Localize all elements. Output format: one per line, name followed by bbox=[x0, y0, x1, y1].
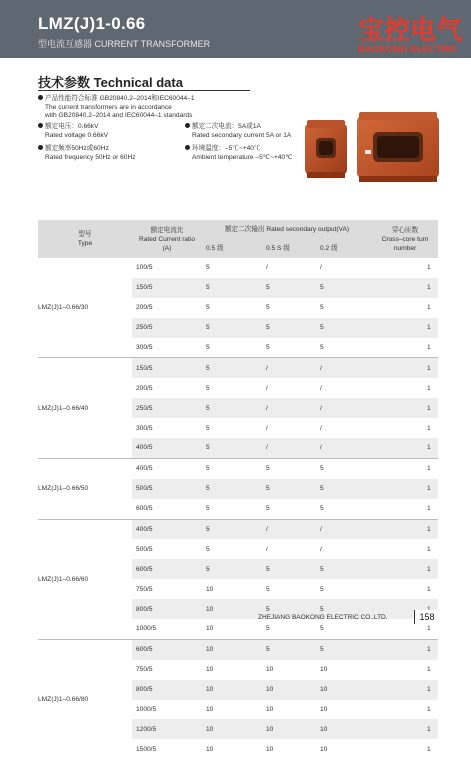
turns-cell: 1 bbox=[372, 479, 438, 499]
class05-cell: 5 bbox=[202, 519, 262, 539]
class02-cell: 5 bbox=[316, 458, 372, 478]
class05-cell: 5 bbox=[206, 264, 210, 272]
turns-cell: 1 bbox=[427, 344, 431, 351]
turns-cell: 1 bbox=[372, 438, 438, 458]
class05-cell: 5 bbox=[206, 304, 210, 312]
spec-voltage bbox=[38, 123, 108, 140]
turns-cell: 1 bbox=[372, 318, 438, 338]
header-type-cn: 型号 bbox=[78, 231, 92, 238]
table-body bbox=[38, 258, 438, 759]
class02-cell: / bbox=[320, 384, 322, 392]
class02-cell: 5 bbox=[316, 599, 372, 619]
class05s-cell: 5 bbox=[262, 458, 316, 478]
ratio-cell: 1000/5 bbox=[136, 625, 157, 633]
class05-cell: 5 bbox=[202, 559, 262, 579]
class05-cell: 5 bbox=[202, 358, 262, 378]
turns-cell: 1 bbox=[427, 304, 431, 312]
brand-logo-cn: 宝控电气 bbox=[358, 16, 463, 46]
class05s-cell: 10 bbox=[266, 666, 274, 674]
class02-cell: 5 bbox=[316, 559, 372, 579]
class02-cell: 5 bbox=[320, 505, 324, 513]
spec-standard-cn: 产品性能符合标准 GB20840.2–2014和IEC60044–1 bbox=[45, 95, 195, 102]
table-row bbox=[38, 639, 438, 659]
class05-cell: 10 bbox=[206, 625, 214, 633]
product-title: LMZ(J)1-0.66 bbox=[38, 14, 146, 33]
ratio-cell: 1000/5 bbox=[136, 706, 157, 714]
type-cell: LMZ(J)1–0.66/60 bbox=[38, 519, 132, 639]
class02-cell: 10 bbox=[320, 745, 328, 753]
bullet-icon bbox=[185, 123, 190, 128]
turns-cell: 1 bbox=[427, 424, 431, 432]
spec-secondary-en: Rated secondary current 5A or 1A bbox=[192, 131, 292, 139]
large-transformer bbox=[357, 112, 439, 182]
header-turns-cn: 穿心匝数 bbox=[391, 226, 419, 234]
ratio-cell: 300/5 bbox=[136, 344, 153, 351]
header-type-en: Type bbox=[77, 240, 93, 247]
class05-cell: 5 bbox=[206, 505, 210, 513]
class02-cell: 5 bbox=[320, 304, 324, 312]
class05-cell: 5 bbox=[206, 545, 210, 553]
bullet-icon bbox=[185, 145, 190, 150]
class05-cell: 5 bbox=[206, 344, 210, 351]
header-turns-en: Cross–core turn number bbox=[381, 235, 429, 252]
class05-cell: 10 bbox=[206, 745, 214, 753]
ratio-cell: 200/5 bbox=[136, 304, 153, 312]
class05-cell: 5 bbox=[202, 438, 262, 458]
class05-cell: 5 bbox=[202, 398, 262, 418]
class02-cell: 5 bbox=[320, 585, 324, 593]
spec-secondary-cn: 额定二次电流：5A或1A bbox=[192, 123, 261, 130]
class05s-cell: / bbox=[262, 438, 316, 458]
spec-voltage-cn: 额定电压：0.66kV bbox=[45, 123, 99, 130]
class02-cell: 5 bbox=[316, 639, 372, 659]
header-ratio-en: Rated Current ratio bbox=[138, 235, 196, 243]
ratio-cell: 500/5 bbox=[136, 545, 153, 553]
class02-cell: 5 bbox=[316, 479, 372, 499]
turns-cell: 1 bbox=[427, 264, 431, 272]
header-type bbox=[38, 220, 132, 258]
turns-cell: 1 bbox=[427, 384, 431, 392]
class02-cell: 10 bbox=[320, 706, 328, 714]
header-class-05: 0.5 级 bbox=[202, 239, 262, 258]
class02-cell: / bbox=[320, 264, 322, 272]
section-underline bbox=[38, 90, 250, 91]
spec-frequency-cn: 额定频率50Hz或60Hz bbox=[45, 145, 109, 152]
header-class-05s: 0.5 S 级 bbox=[262, 239, 316, 258]
class05-cell: 5 bbox=[206, 384, 210, 392]
class02-cell: 10 bbox=[320, 666, 328, 674]
ratio-cell: 750/5 bbox=[136, 666, 153, 674]
turns-cell: 1 bbox=[372, 639, 438, 659]
class02-cell: 10 bbox=[316, 719, 372, 739]
product-photo-transformers bbox=[303, 110, 443, 190]
turns-cell: 1 bbox=[427, 666, 431, 674]
type-cell: LMZ(J)1–0.66/80 bbox=[38, 639, 132, 759]
class05s-cell: 5 bbox=[266, 304, 270, 312]
class02-cell: / bbox=[320, 424, 322, 432]
class05-cell: 10 bbox=[206, 585, 214, 593]
class05s-cell: 5 bbox=[262, 639, 316, 659]
ratio-cell: 300/5 bbox=[136, 424, 153, 432]
class05s-cell: 10 bbox=[262, 719, 316, 739]
class05s-cell: / bbox=[266, 545, 268, 553]
ratio-cell: 250/5 bbox=[132, 318, 202, 338]
header-ratio-cn: 额定电流比 bbox=[150, 226, 184, 234]
table-row bbox=[38, 258, 438, 278]
turns-cell: 1 bbox=[427, 505, 431, 513]
type-cell: LMZ(J)1–0.66/30 bbox=[38, 258, 132, 358]
turns-cell: 1 bbox=[372, 398, 438, 418]
ratio-cell: 150/5 bbox=[132, 358, 202, 378]
turns-cell: 1 bbox=[427, 585, 431, 593]
technical-data-table bbox=[38, 220, 438, 759]
class05-cell: 10 bbox=[202, 599, 262, 619]
class05s-cell: / bbox=[262, 519, 316, 539]
turns-cell: 1 bbox=[372, 278, 438, 298]
class05-cell: 10 bbox=[206, 706, 214, 714]
ratio-cell: 250/5 bbox=[132, 398, 202, 418]
spec-standard-en1: The current transformers are in accordance bbox=[45, 103, 172, 111]
type-cell: LMZ(J)1–0.66/40 bbox=[38, 358, 132, 458]
ratio-cell: 400/5 bbox=[132, 438, 202, 458]
class05-cell: 5 bbox=[202, 479, 262, 499]
class05s-cell: / bbox=[266, 424, 268, 432]
ratio-cell: 400/5 bbox=[132, 519, 202, 539]
class02-cell: 5 bbox=[320, 625, 324, 633]
bullet-icon bbox=[38, 95, 43, 100]
turns-cell: 1 bbox=[372, 358, 438, 378]
type-cell: LMZ(J)1–0.66/50 bbox=[38, 458, 132, 519]
class05-cell: 10 bbox=[202, 680, 262, 700]
class02-cell: 5 bbox=[316, 278, 372, 298]
header-class-02: 0.2 级 bbox=[316, 239, 372, 258]
spec-secondary bbox=[185, 123, 291, 140]
turns-cell: 1 bbox=[427, 625, 431, 633]
class05s-cell: 10 bbox=[262, 680, 316, 700]
class05s-cell: / bbox=[262, 398, 316, 418]
ratio-cell: 800/5 bbox=[132, 599, 202, 619]
table-row bbox=[38, 458, 438, 478]
turns-cell: 1 bbox=[372, 519, 438, 539]
class05s-cell: 5 bbox=[262, 318, 316, 338]
class05-cell: 10 bbox=[206, 666, 214, 674]
class05s-cell: 10 bbox=[266, 745, 274, 753]
ratio-cell: 150/5 bbox=[132, 278, 202, 298]
class05s-cell: 5 bbox=[266, 505, 270, 513]
header-output: 额定二次输出 Rated secondary output(VA) bbox=[202, 220, 372, 239]
class05-cell: 5 bbox=[206, 424, 210, 432]
bullet-icon bbox=[38, 123, 43, 128]
ratio-cell: 800/5 bbox=[132, 680, 202, 700]
header-ratio bbox=[132, 220, 202, 258]
product-subtitle: 型电流互感器 CURRENT TRANSFORMER bbox=[38, 39, 211, 49]
page-number: 158 bbox=[414, 610, 439, 624]
class05-cell: 5 bbox=[202, 278, 262, 298]
class02-cell: / bbox=[316, 398, 372, 418]
ratio-cell: 400/5 bbox=[132, 458, 202, 478]
ratio-cell: 100/5 bbox=[136, 264, 153, 272]
header-turns bbox=[372, 220, 438, 258]
class02-cell: 5 bbox=[320, 344, 324, 351]
spec-temperature-en: Ambient temperature –5℃~+40℃ bbox=[192, 153, 293, 161]
class05s-cell: 5 bbox=[262, 278, 316, 298]
turns-cell: 1 bbox=[372, 680, 438, 700]
table-row bbox=[38, 519, 438, 539]
turns-cell: 1 bbox=[427, 706, 431, 714]
ratio-cell: 600/5 bbox=[132, 639, 202, 659]
class02-cell: / bbox=[316, 358, 372, 378]
ratio-cell: 600/5 bbox=[132, 559, 202, 579]
class05-cell: 5 bbox=[202, 458, 262, 478]
class05s-cell: 5 bbox=[262, 479, 316, 499]
bullet-icon bbox=[38, 145, 43, 150]
class05-cell: 5 bbox=[202, 318, 262, 338]
class05-cell: 10 bbox=[202, 719, 262, 739]
section-title: 技术参数 Technical data bbox=[38, 75, 183, 90]
class05-cell: 10 bbox=[202, 639, 262, 659]
class05s-cell: / bbox=[266, 384, 268, 392]
ratio-cell: 200/5 bbox=[136, 384, 153, 392]
class05s-cell: 5 bbox=[262, 559, 316, 579]
class05s-cell: 5 bbox=[266, 344, 270, 351]
ratio-cell: 500/5 bbox=[132, 479, 202, 499]
class02-cell: 10 bbox=[316, 680, 372, 700]
ratio-cell: 600/5 bbox=[136, 505, 153, 513]
turns-cell: 1 bbox=[372, 559, 438, 579]
class05s-cell: 5 bbox=[266, 625, 270, 633]
ratio-cell: 1500/5 bbox=[136, 745, 157, 753]
spec-standard bbox=[38, 95, 195, 121]
spec-frequency-en: Rated frequency 50Hz or 60Hz bbox=[45, 153, 136, 161]
turns-cell: 1 bbox=[427, 745, 431, 753]
spec-frequency bbox=[38, 145, 136, 162]
header-ratio-unit: (A) bbox=[162, 244, 172, 252]
spec-standard-en2: with GB20840.2–2014 and IEC60044–1 standards bbox=[45, 112, 193, 120]
class05s-cell: / bbox=[262, 358, 316, 378]
table-header bbox=[38, 220, 438, 258]
page-header bbox=[0, 0, 471, 58]
class02-cell: / bbox=[320, 545, 322, 553]
class05s-cell: / bbox=[266, 264, 268, 272]
table-row bbox=[38, 358, 438, 378]
class02-cell: 5 bbox=[316, 318, 372, 338]
small-transformer bbox=[305, 120, 347, 178]
spec-voltage-en: Rated voltage 0.66kV bbox=[45, 131, 109, 139]
spec-temperature-cn: 环境温度：–5℃~+40℃ bbox=[192, 145, 261, 152]
turns-cell: 1 bbox=[372, 458, 438, 478]
spec-temperature bbox=[185, 145, 293, 162]
turns-cell: 1 bbox=[372, 719, 438, 739]
class02-cell: / bbox=[316, 519, 372, 539]
class05s-cell: 5 bbox=[266, 585, 270, 593]
ratio-cell: 750/5 bbox=[136, 585, 153, 593]
footer-company: ZHEJIANG BAOKONG ELECTRIC CO.,LTD. bbox=[258, 614, 388, 621]
ratio-cell: 1200/5 bbox=[132, 719, 202, 739]
turns-cell: 1 bbox=[427, 545, 431, 553]
class05s-cell: 5 bbox=[262, 599, 316, 619]
brand-logo-en: BAOKONG ELECTRIC bbox=[358, 44, 458, 55]
class05s-cell: 10 bbox=[266, 706, 274, 714]
class02-cell: / bbox=[316, 438, 372, 458]
